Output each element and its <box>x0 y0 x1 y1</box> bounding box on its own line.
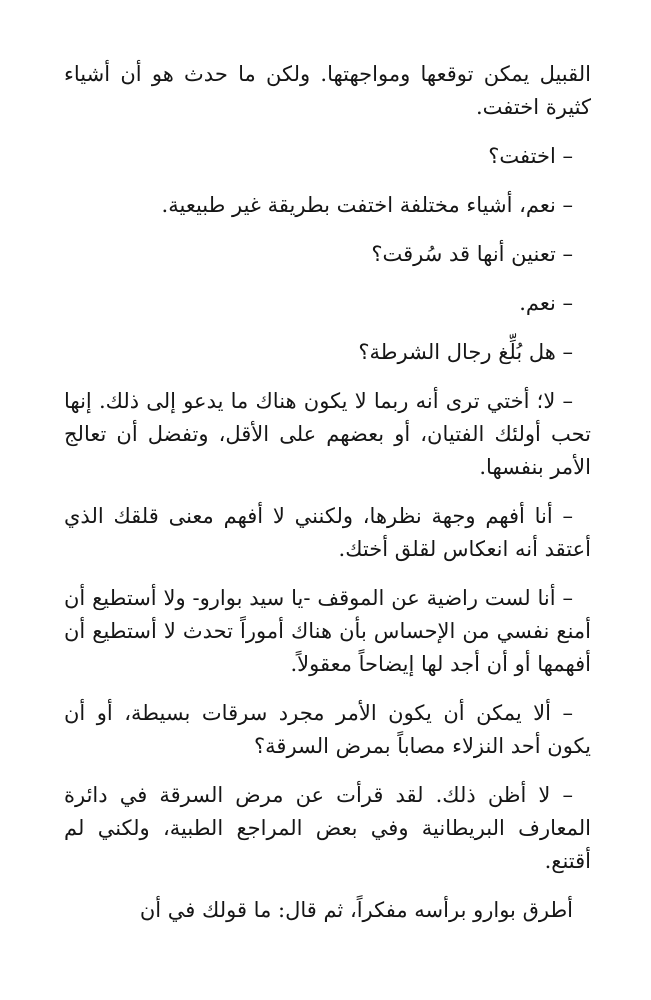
paragraph-8: – أنا أفهم وجهة نظرها، ولكنني لا أفهم معنى قلقك الذي أعتقد أنه انعكاس لقلق أختك. <box>64 504 591 561</box>
paragraph-1: القبيل يمكن توقعها ومواجهتها. ولكن ما حدث هو أن أشياء كثيرة اختفت. <box>64 62 591 119</box>
paragraph-4: – تعنين أنها قد سُرقت؟ <box>371 242 573 266</box>
paragraph-6: – هل بُلِّغ رجال الشرطة؟ <box>358 340 573 364</box>
paragraph-12: أطرق بوارو برأسه مفكراً، ثم قال: ما قولك في أن <box>139 898 573 922</box>
paragraph-10: – ألا يمكن أن يكون الأمر مجرد سرقات بسيطة، أو أن يكون أحد النزلاء مصاباً بمرض السرقة؟ <box>64 701 591 758</box>
paragraph-2: – اختفت؟ <box>488 144 573 168</box>
paragraph-3: – نعم، أشياء مختلفة اختفت بطريقة غير طبيعية. <box>161 193 573 217</box>
paragraph-5: – نعم. <box>519 291 573 315</box>
paragraph-9: – أنا لست راضية عن الموقف -يا سيد بوارو- ولا أستطيع أن أمنع نفسي من الإحساس بأن هناك أموراً تحدث لا أستطيع أن أفهمها أو أن أجد لها إيضاحاً معقولاً. <box>64 586 591 676</box>
paragraph-7: – لا؛ أختي ترى أنه ربما لا يكون هناك ما يدعو إلى ذلك. إنها تحب أولئك الفتيان، أو بعضهم على الأقل، وتفضل أن تعالج الأمر بنفسها. <box>64 389 591 479</box>
paragraph-11: – لا أظن ذلك. لقد قرأت عن مرض السرقة في دائرة المعارف البريطانية وفي بعض المراجع الطبية، ولكني لم أقتنع. <box>64 783 591 873</box>
book-page <box>64 58 591 943</box>
